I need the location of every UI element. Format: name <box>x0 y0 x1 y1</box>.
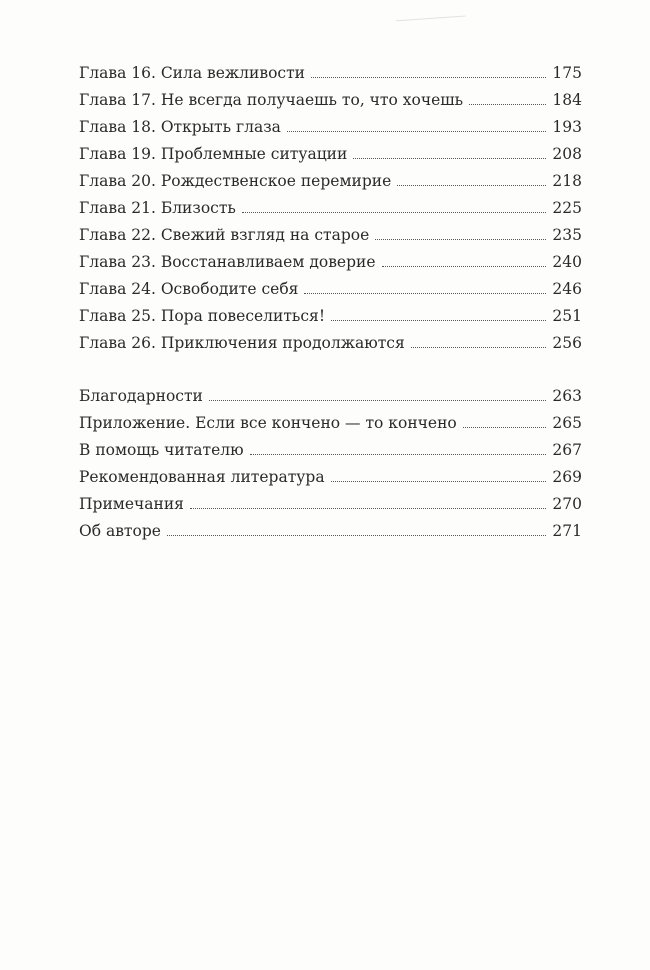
toc-entry-title: Приложение. Если все кончено — то кончено <box>79 414 457 432</box>
toc-entry-page: 246 <box>552 280 582 298</box>
dot-leader <box>209 400 547 401</box>
toc-entry <box>79 141 582 168</box>
dot-leader <box>469 104 546 105</box>
toc-entry <box>79 87 582 114</box>
toc-entry <box>79 518 582 545</box>
toc-entry-page: 218 <box>552 172 582 190</box>
toc-entry-page: 267 <box>552 441 582 459</box>
toc-entry-title: Глава 17. Не всегда получаешь то, что хочешь <box>79 91 464 109</box>
toc-entry-page: 184 <box>552 91 582 109</box>
toc-entry <box>79 330 582 357</box>
toc-entry <box>79 195 582 222</box>
dot-leader <box>190 508 546 509</box>
toc-entry-page: 240 <box>552 253 582 271</box>
dot-leader <box>397 185 546 186</box>
toc-entry-title: Глава 23. Восстанавливаем доверие <box>79 253 376 271</box>
toc-entry <box>79 437 582 464</box>
dot-leader <box>242 212 547 213</box>
toc-entry-page: 225 <box>552 199 582 217</box>
toc-entry <box>79 464 582 491</box>
toc-entry <box>79 168 582 195</box>
page-edge-mark <box>394 0 465 21</box>
toc-entry-page: 265 <box>552 414 582 432</box>
toc-entry-title: Глава 24. Освободите себя <box>79 280 299 298</box>
toc-entry-title: Об авторе <box>79 522 161 540</box>
dot-leader <box>250 454 547 455</box>
dot-leader <box>167 535 546 536</box>
toc-entry-page: 269 <box>552 468 582 486</box>
toc-entry-title: Глава 19. Проблемные ситуации <box>79 145 348 163</box>
toc-entry-title: Глава 21. Близость <box>79 199 236 217</box>
dot-leader <box>287 131 547 132</box>
toc-entry-title: Глава 16. Сила вежливости <box>79 64 306 82</box>
toc-entry-title: Глава 25. Пора повеселиться! <box>79 307 326 325</box>
dot-leader <box>463 427 547 428</box>
toc-entry <box>79 114 582 141</box>
toc-entry-page: 208 <box>552 145 582 163</box>
toc-chapters-list <box>79 60 582 357</box>
toc-entry-title: Рекомендованная литература <box>79 468 325 486</box>
dot-leader <box>382 266 547 267</box>
toc-entry <box>79 60 582 87</box>
toc-entry-page: 271 <box>552 522 582 540</box>
toc-entry-title: Глава 26. Приключения продолжаются <box>79 334 405 352</box>
toc-entry-title: Глава 18. Открыть глаза <box>79 118 281 136</box>
toc-entry <box>79 276 582 303</box>
toc-entry-page: 193 <box>552 118 582 136</box>
toc-entry <box>79 222 582 249</box>
toc-entry <box>79 491 582 518</box>
toc-entry <box>79 410 582 437</box>
toc-entry-title: В помощь читателю <box>79 441 244 459</box>
dot-leader <box>331 320 546 321</box>
dot-leader <box>375 239 546 240</box>
dot-leader <box>331 481 547 482</box>
toc-entry-title: Глава 20. Рождественское перемирие <box>79 172 392 190</box>
toc-entry-page: 263 <box>552 387 582 405</box>
toc-entry <box>79 249 582 276</box>
toc-back-matter-list <box>79 383 582 545</box>
toc-entry-page: 270 <box>552 495 582 513</box>
dot-leader <box>411 347 547 348</box>
dot-leader <box>304 293 546 294</box>
toc-entry-page: 256 <box>552 334 582 352</box>
toc-entry-title: Благодарности <box>79 387 203 405</box>
toc-entry-title: Глава 22. Свежий взгляд на старое <box>79 226 370 244</box>
toc-entry-page: 235 <box>552 226 582 244</box>
toc-entry <box>79 303 582 330</box>
toc-entry <box>79 383 582 410</box>
dot-leader <box>353 158 546 159</box>
toc-entry-page: 175 <box>552 64 582 82</box>
toc-entry-title: Примечания <box>79 495 184 513</box>
toc-entry-page: 251 <box>552 307 582 325</box>
dot-leader <box>311 77 546 78</box>
